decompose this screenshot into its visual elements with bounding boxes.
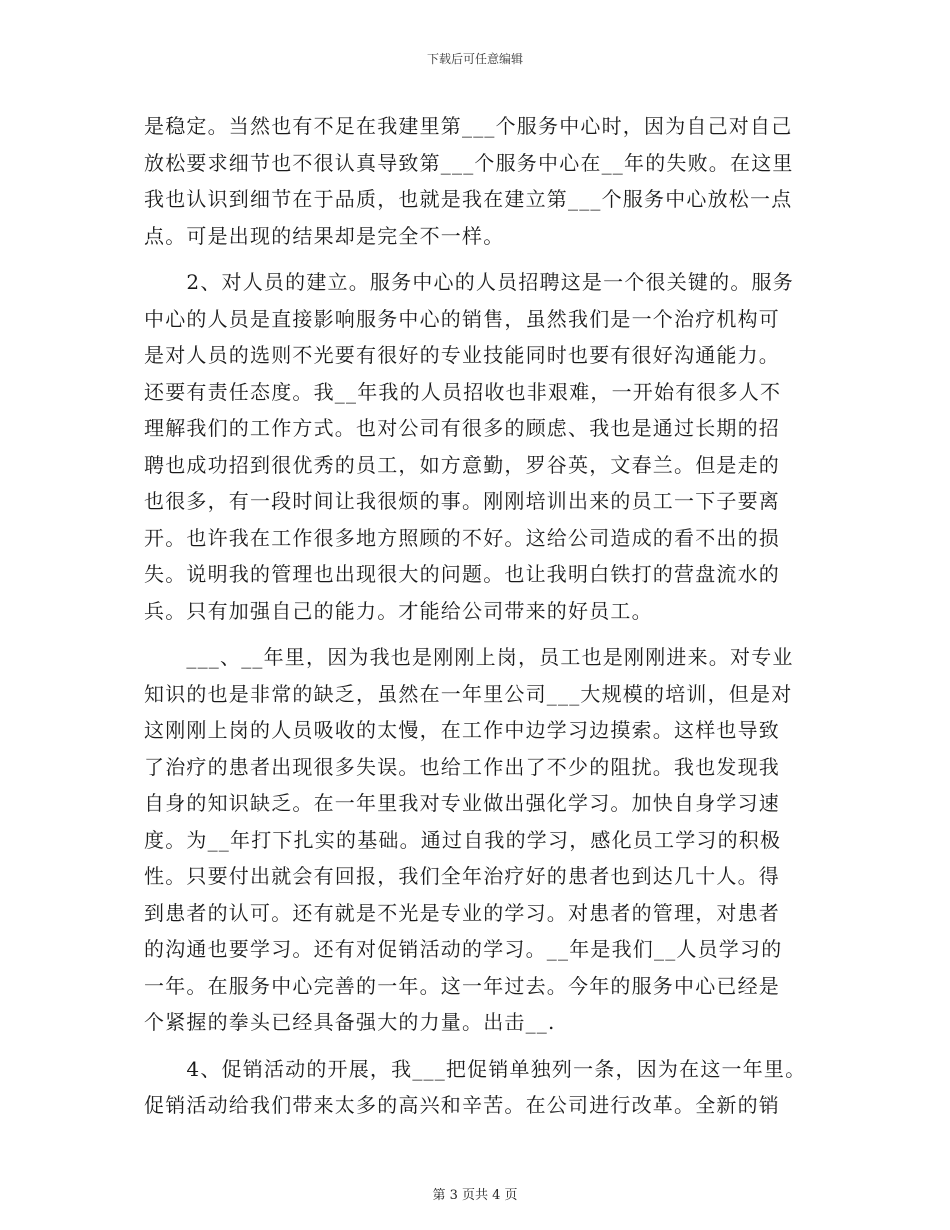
text-line: 2、对人员的建立。服务中心的人员招聘这是一个很关键的。服务 (144, 270, 794, 294)
page-footer: 第 3 页共 4 页 (432, 1188, 518, 1203)
page-header: 下载后可任意编辑 (426, 52, 523, 66)
text-line: 失。说明我的管理也出现很大的问题。也让我明白铁打的营盘流水的 (144, 562, 780, 586)
text-line: 性。只要付出就会有回报，我们全年治疗好的患者也到达几十人。得 (144, 864, 780, 888)
text-line: 这刚刚上岗的人员吸收的太慢，在工作中边学习边摸索。这样也导致 (144, 718, 780, 742)
text-line: 了治疗的患者出现很多失误。也给工作出了不少的阻扰。我也发现我 (144, 754, 780, 779)
text-line: 放松要求细节也不很认真导致第___个服务中心在__年的失败。在这里 (144, 150, 794, 175)
text-line: ___、__年里，因为我也是刚刚上岗，员工也是刚刚进来。对专业 (144, 645, 794, 669)
paragraph-4 (144, 1051, 806, 1124)
text-line: 开。也许我在工作很多地方照顾的不好。这给公司造成的看不出的损 (144, 525, 780, 550)
text-line: 聘也成功招到很优秀的员工，如方意勤，罗谷英，文春兰。但是走的 (144, 452, 780, 477)
text-line: 理解我们的工作方式。也对公司有很多的顾虑、我也是通过长期的招 (144, 416, 780, 440)
text-line: 促销活动给我们带来太多的高兴和辛苦。在公司进行改革。全新的销 (144, 1093, 780, 1117)
document-body (144, 108, 806, 1124)
text-line: 知识的也是非常的缺乏，虽然在一年里公司___大规模的培训，但是对 (144, 681, 793, 706)
text-line: 到患者的认可。还有就是不光是专业的学习。对患者的管理，对患者 (144, 900, 780, 925)
text-line: 的沟通也要学习。还有对促销活动的学习。__年是我们__人员学习的 (144, 937, 783, 961)
text-line: 4、促销活动的开展，我___把促销单独列一条，因为在这一年里。 (144, 1056, 807, 1081)
text-line: 兵。只有加强自己的能力。才能给公司带来的好员工。 (144, 598, 653, 623)
paragraph-2 (144, 264, 806, 629)
paragraph-3 (144, 639, 806, 1041)
text-line: 还要有责任态度。我__年我的人员招收也非艰难，一开始有很多人不 (144, 379, 782, 404)
text-line: 也很多，有一段时间让我很烦的事。刚刚培训出来的员工一下子要离 (144, 489, 780, 513)
text-line: 点。可是出现的结果却是完全不一样。 (144, 223, 505, 248)
text-line: 个紧握的拳头已经具备强大的力量。出击__. (144, 1010, 556, 1034)
text-line: 中心的人员是直接影响服务中心的销售，虽然我们是一个治疗机构可 (144, 306, 780, 331)
text-line: 度。为__年打下扎实的基础。通过自我的学习，感化员工学习的积极 (144, 827, 782, 852)
text-line: 是稳定。当然也有不足在我建里第___个服务中心时，因为自己对自己 (144, 114, 793, 138)
paragraph-1 (144, 108, 806, 254)
text-line: 一年。在服务中心完善的一年。这一年过去。今年的服务中心已经是 (144, 973, 780, 998)
text-line: 我也认识到细节在于品质，也就是我在建立第___个服务中心放松一点 (144, 187, 793, 211)
text-line: 自身的知识缺乏。在一年里我对专业做出强化学习。加快自身学习速 (144, 791, 780, 815)
text-line: 是对人员的选则不光要有很好的专业技能同时也要有很好沟通能力。 (144, 343, 780, 367)
